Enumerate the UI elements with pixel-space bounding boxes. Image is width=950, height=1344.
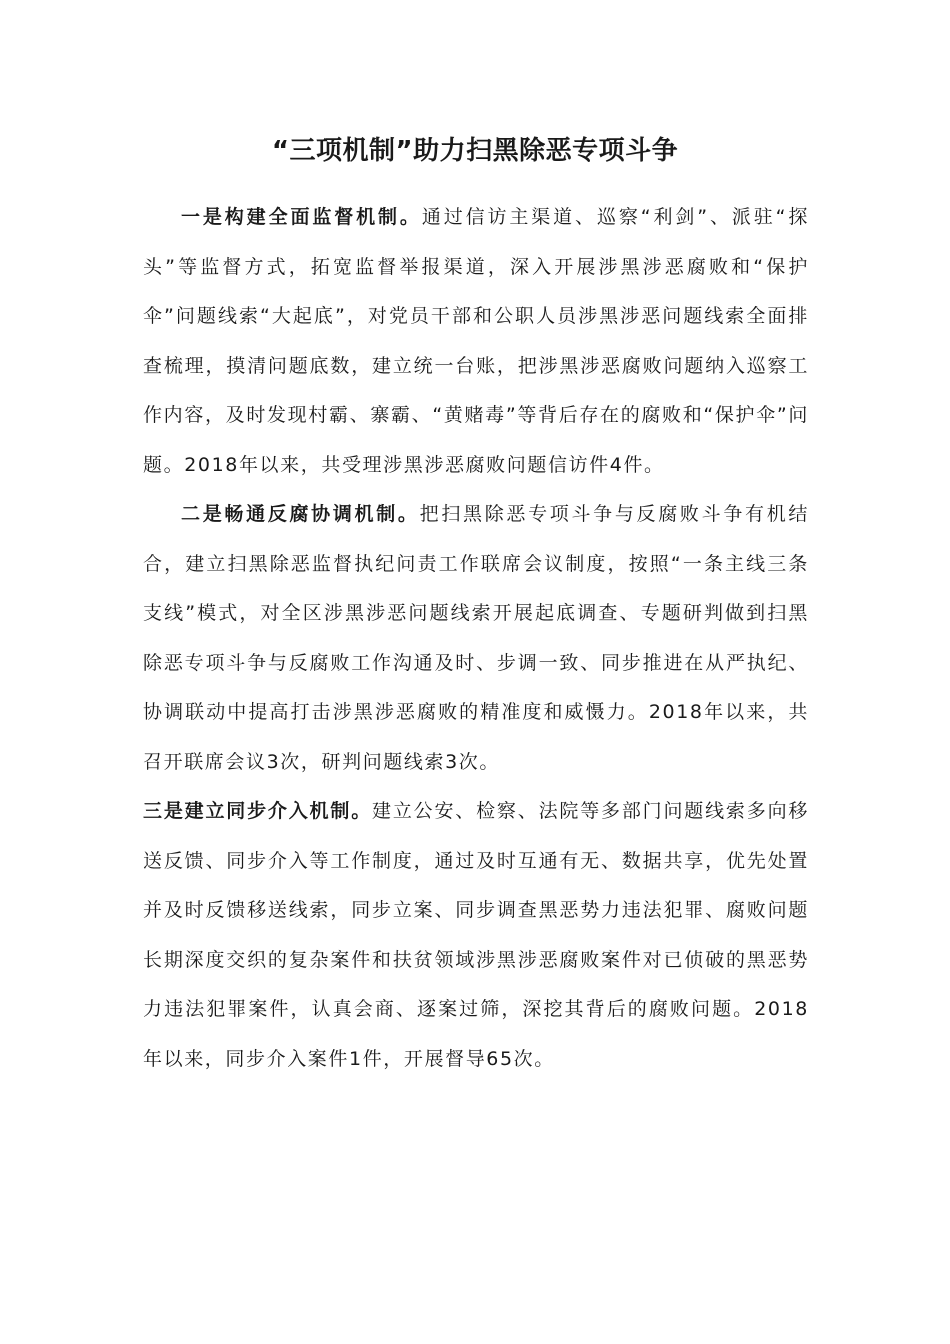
document-title: “三项机制”助力扫黑除恶专项斗争 <box>271 136 679 166</box>
document-body <box>143 193 809 1084</box>
paragraph-1-lead: 一是构建全面监督机制。 <box>181 206 422 228</box>
paragraph-2 <box>143 490 809 787</box>
paragraph-1 <box>143 193 809 490</box>
paragraph-1-text: 通过信访主渠道、巡察“利剑”、派驻“探头”等监督方式，拓宽监督举报渠道，深入开展涉黑涉恶腐败和“保护伞”问题线索“大起底”，对党员干部和公职人员涉黑涉恶问题线索全面排查梳理，摸清问题底数，建立统一台账，把涉黑涉恶腐败问题纳入巡察工作内容，及时发现村霸、寨霸、“黄赌毒”等背后存在的腐败和“保护伞”问题。2018年以来，共受理涉黑涉恶腐败问题信访件4件。 <box>143 206 809 476</box>
paragraph-3-lead: 三是建立同步介入机制。 <box>143 800 373 822</box>
paragraph-3-text: 建立公安、检察、法院等多部门问题线索多向移送反馈、同步介入等工作制度，通过及时互通有无、数据共享，优先处置并及时反馈移送线索，同步立案、同步调查黑恶势力违法犯罪、腐败问题长期深度交织的复杂案件和扶贫领域涉黑涉恶腐败案件对已侦破的黑恶势力违法犯罪案件，认真会商、逐案过筛，深挖其背后的腐败问题。2018年以来，同步介入案件1件，开展督导65次。 <box>143 800 809 1070</box>
paragraph-2-lead: 二是畅通反腐协调机制。 <box>181 503 420 525</box>
paragraph-2-text: 把扫黑除恶专项斗争与反腐败斗争有机结合，建立扫黑除恶监督执纪问责工作联席会议制度，按照“一条主线三条支线”模式，对全区涉黑涉恶问题线索开展起底调查、专题研判做到扫黑除恶专项斗争与反腐败工作沟通及时、步调一致、同步推进在从严执纪、协调联动中提高打击涉黑涉恶腐败的精准度和威慑力。2018年以来，共召开联席会议3次，研判问题线索3次。 <box>143 503 809 773</box>
paragraph-3 <box>143 787 809 1084</box>
